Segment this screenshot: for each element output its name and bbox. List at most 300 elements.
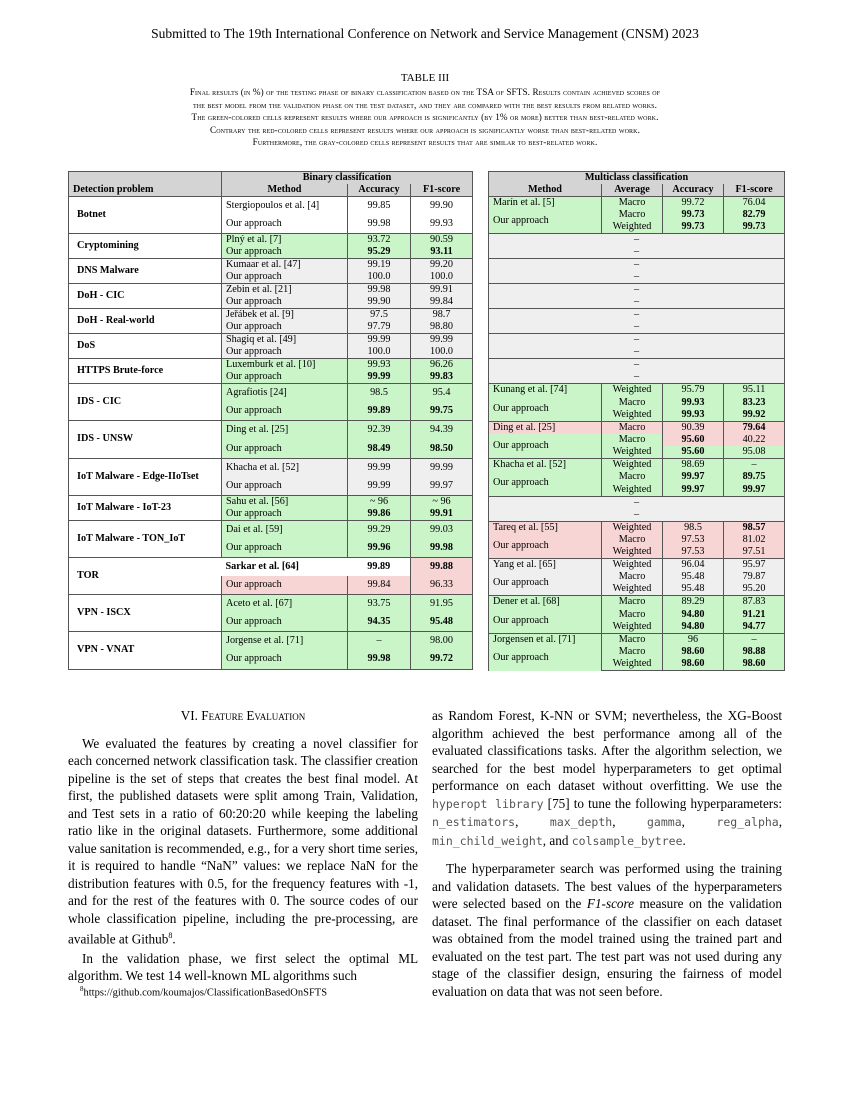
accuracy-cell: – xyxy=(348,632,411,651)
method-cell: Our approach xyxy=(489,396,602,421)
accuracy-cell: 95.48 xyxy=(663,583,724,596)
f1-cell: 99.97 xyxy=(724,484,785,497)
accuracy-cell: 99.98 xyxy=(348,284,411,297)
table-row xyxy=(489,246,785,259)
header-method: Method xyxy=(222,184,348,197)
average-cell: Macro xyxy=(602,209,663,221)
accuracy-cell: 99.99 xyxy=(348,477,411,496)
f1-cell: 89.75 xyxy=(724,471,785,483)
f1-cell: 91.21 xyxy=(724,608,785,620)
f1-cell: 99.98 xyxy=(411,539,473,558)
table-row xyxy=(489,396,785,408)
empty-cell: – xyxy=(489,334,785,347)
footnote-ref: 8 xyxy=(168,931,173,940)
detection-problem: VPN - VNAT xyxy=(69,632,222,669)
method-cell: Our approach xyxy=(222,613,348,632)
accuracy-cell: 98.60 xyxy=(663,646,724,658)
table-row xyxy=(489,471,785,483)
average-cell: Weighted xyxy=(602,558,663,571)
header-f1: F1-score xyxy=(724,184,785,197)
table-row xyxy=(489,346,785,359)
table-row xyxy=(69,197,473,216)
f1-cell: ~ 96 xyxy=(411,495,473,508)
table-row xyxy=(489,633,785,646)
f1-cell: 79.87 xyxy=(724,571,785,583)
header-f1: F1-score xyxy=(411,184,473,197)
method-cell: Sarkar et al. [64] xyxy=(222,557,348,576)
table-row xyxy=(69,284,473,297)
accuracy-cell: 98.69 xyxy=(663,459,724,472)
detection-problem: IoT Malware - IoT-23 xyxy=(69,495,222,520)
table-row xyxy=(69,595,473,614)
method-cell: Jeřábek et al. [9] xyxy=(222,309,348,322)
accuracy-cell: 99.89 xyxy=(348,402,411,421)
section-title: Feature Evaluation xyxy=(201,708,306,723)
accuracy-cell: 99.73 xyxy=(663,221,724,234)
method-cell: Marín et al. [5] xyxy=(489,197,602,210)
accuracy-cell: 95.60 xyxy=(663,446,724,459)
accuracy-cell: 98.5 xyxy=(663,521,724,534)
method-cell: Our approach xyxy=(222,246,348,259)
f1-cell: 94.77 xyxy=(724,621,785,634)
f1-cell: 90.59 xyxy=(411,234,473,247)
detection-problem: DoH - CIC xyxy=(69,284,222,309)
table-row xyxy=(489,359,785,372)
hyperparameter: gamma xyxy=(647,815,682,829)
table-row xyxy=(489,596,785,609)
f1-cell: 96.26 xyxy=(411,359,473,372)
table-row xyxy=(69,557,473,576)
detection-problem: TOR xyxy=(69,557,222,594)
f1-cell: 100.0 xyxy=(411,271,473,284)
detection-problem: IoT Malware - TON_IoT xyxy=(69,520,222,557)
table-row xyxy=(489,384,785,397)
caption-line: Contrary the red-colored cells represent results where our approach is significantly worse than best-related work. xyxy=(210,124,640,135)
average-cell: Weighted xyxy=(602,583,663,596)
empty-cell: – xyxy=(489,346,785,359)
table-row xyxy=(489,608,785,620)
empty-cell: – xyxy=(489,496,785,509)
method-cell: Shagiq et al. [49] xyxy=(222,334,348,347)
binary-title: Binary classification xyxy=(222,172,473,185)
table-row xyxy=(489,459,785,472)
table-row xyxy=(489,259,785,272)
footnote-link[interactable]: https://github.com/koumajos/ClassificationBasedOnSFTS xyxy=(83,987,328,999)
f1-cell: 98.88 xyxy=(724,646,785,658)
method-cell: Jorgensen et al. [71] xyxy=(489,633,602,646)
table-row xyxy=(489,496,785,509)
method-cell: Our approach xyxy=(222,650,348,669)
f1-cell: 95.4 xyxy=(411,384,473,403)
method-cell: Our approach xyxy=(222,508,348,521)
method-cell: Stergiopoulos et al. [4] xyxy=(222,197,348,216)
f1-cell: 99.93 xyxy=(411,215,473,234)
empty-cell: – xyxy=(489,234,785,247)
f1-cell: 100.0 xyxy=(411,346,473,359)
method-cell: Jorgense et al. [71] xyxy=(222,632,348,651)
table-row xyxy=(69,259,473,272)
average-cell: Macro xyxy=(602,633,663,646)
footnote-mark: 8 xyxy=(80,985,84,993)
table-row xyxy=(489,296,785,309)
accuracy-cell: 95.29 xyxy=(348,246,411,259)
f1-cell: 99.84 xyxy=(411,296,473,309)
table-row xyxy=(489,509,785,522)
accuracy-cell: 99.99 xyxy=(348,371,411,384)
f1-cell: 79.64 xyxy=(724,421,785,434)
accuracy-cell: 97.53 xyxy=(663,534,724,546)
empty-cell: – xyxy=(489,321,785,334)
page-header: Submitted to The 19th International Conference on Network and Service Management (CNSM) 2023 xyxy=(151,26,699,41)
f1-cell: 95.97 xyxy=(724,558,785,571)
method-cell: Our approach xyxy=(489,646,602,671)
average-cell: Macro xyxy=(602,571,663,583)
f1-cell: 99.73 xyxy=(724,221,785,234)
footnote xyxy=(80,985,327,999)
f1-cell: 98.80 xyxy=(411,321,473,334)
table-row xyxy=(69,421,473,440)
f1-cell: 99.91 xyxy=(411,508,473,521)
method-cell: Our approach xyxy=(222,346,348,359)
accuracy-cell: 99.98 xyxy=(348,215,411,234)
accuracy-cell: 99.89 xyxy=(348,557,411,576)
accuracy-cell: 99.19 xyxy=(348,259,411,272)
method-cell: Our approach xyxy=(222,539,348,558)
method-cell: Our approach xyxy=(222,576,348,595)
table-row xyxy=(489,421,785,434)
f1-cell: 99.03 xyxy=(411,520,473,539)
f1-cell: – xyxy=(724,459,785,472)
paragraph xyxy=(432,860,782,1000)
header-method: Method xyxy=(489,184,602,197)
table-row xyxy=(489,334,785,347)
method-cell: Our approach xyxy=(222,371,348,384)
paragraph: In the validation phase, we first select the optimal ML algorithm. We test 14 well-known ML algorithms such xyxy=(68,950,418,984)
table-row xyxy=(489,284,785,297)
table-row xyxy=(69,309,473,322)
f1-cell: 99.72 xyxy=(411,650,473,669)
average-cell: Weighted xyxy=(602,384,663,397)
accuracy-cell: 95.48 xyxy=(663,571,724,583)
table-row xyxy=(489,309,785,322)
header-blank xyxy=(69,172,222,185)
method-cell: Our approach xyxy=(222,271,348,284)
f1-cell: 82.79 xyxy=(724,209,785,221)
empty-cell: – xyxy=(489,309,785,322)
method-cell: Khacha et al. [52] xyxy=(222,458,348,477)
average-cell: Macro xyxy=(602,534,663,546)
f1-cell: 99.20 xyxy=(411,259,473,272)
caption-line: The green-colored cells represent results where our approach is significantly (by 1% or more) better than best-related work. xyxy=(191,112,659,122)
average-cell: Weighted xyxy=(602,484,663,497)
accuracy-cell: 95.79 xyxy=(663,384,724,397)
method-cell: Our approach xyxy=(222,321,348,334)
header-accuracy: Accuracy xyxy=(348,184,411,197)
method-cell: Our approach xyxy=(222,296,348,309)
method-cell: Yang et al. [65] xyxy=(489,558,602,571)
method-cell: Ding et al. [25] xyxy=(489,421,602,434)
accuracy-cell: 98.49 xyxy=(348,439,411,458)
paragraph-text: . xyxy=(172,931,176,947)
f1-cell: 76.04 xyxy=(724,197,785,210)
section-heading xyxy=(68,707,418,725)
f1-cell: 83.23 xyxy=(724,396,785,408)
average-cell: Weighted xyxy=(602,521,663,534)
paragraph-text: We evaluated the features by creating a novel classifier for each concerned network classification task. The classifier creation pipeline is the set of steps that creates the best final model. At first, the published datasets were split among Train, Validation, and Test sets in a ratio of 60:20:20 while keeping the labeling ratio like in the original datasets. Furthermore, some additional value sanitation is recommended, e.g., for a very short time series, it is required to handle “NaN” values: we replace NaN for the distribution features with 0.5, for the frequency features with -1, and for the rest of the features with 0. The source codes of our whole classification pipeline, including the pre-processing, are available at Github xyxy=(68,735,418,947)
table-row xyxy=(69,359,473,372)
f1-cell: 96.33 xyxy=(411,576,473,595)
average-cell: Weighted xyxy=(602,221,663,234)
average-cell: Macro xyxy=(602,471,663,483)
detection-problem: IDS - CIC xyxy=(69,384,222,421)
accuracy-cell: 99.96 xyxy=(348,539,411,558)
paragraph: as Random Forest, K-NN or SVM; nevertheless, the XG-Boost algorithm achieved the best performance among all of the evaluated classifications tasks. After the algorithm selection, we searched for the best model hyperparameters to get optimal performance on each dataset without overfitting. We use the hyperopt library [75] to tune the following hyperparameters: n_estimators, max_depth, gamma, reg_alpha, min_child_weight, and colsample_bytree. xyxy=(432,708,783,848)
f1-cell: 99.88 xyxy=(411,557,473,576)
library-name: hyperopt library xyxy=(432,796,544,811)
average-cell: Macro xyxy=(602,608,663,620)
empty-cell: – xyxy=(489,371,785,384)
table-row xyxy=(69,520,473,539)
detection-problem: HTTPS Brute-force xyxy=(69,359,222,384)
table-row xyxy=(69,458,473,477)
left-column xyxy=(68,707,418,985)
method-cell: Zebin et al. [21] xyxy=(222,284,348,297)
accuracy-cell: 95.60 xyxy=(663,434,724,446)
method-cell: Agrafiotis [24] xyxy=(222,384,348,403)
detection-problem: DoH - Real-world xyxy=(69,309,222,334)
paragraph-text: and xyxy=(549,832,569,848)
table-row xyxy=(69,334,473,347)
accuracy-cell: 90.39 xyxy=(663,421,724,434)
header-accuracy: Accuracy xyxy=(663,184,724,197)
method-cell: Our approach xyxy=(489,434,602,459)
detection-problem: DoS xyxy=(69,334,222,359)
table-row xyxy=(489,434,785,446)
hyperparameter: max_depth xyxy=(549,815,613,829)
empty-cell: – xyxy=(489,296,785,309)
f1-cell: 98.57 xyxy=(724,521,785,534)
table-row xyxy=(69,495,473,508)
f1-cell: 99.99 xyxy=(411,334,473,347)
accuracy-cell: 99.93 xyxy=(348,359,411,372)
method-cell: Our approach xyxy=(489,571,602,596)
table-row xyxy=(489,271,785,284)
f1-cell: 93.11 xyxy=(411,246,473,259)
accuracy-cell: 96.04 xyxy=(663,558,724,571)
accuracy-cell: 99.97 xyxy=(663,471,724,483)
method-cell: Kumaar et al. [47] xyxy=(222,259,348,272)
accuracy-cell: ~ 96 xyxy=(348,495,411,508)
detection-problem: VPN - ISCX xyxy=(69,595,222,632)
average-cell: Weighted xyxy=(602,459,663,472)
table-row xyxy=(489,534,785,546)
accuracy-cell: 99.86 xyxy=(348,508,411,521)
accuracy-cell: 92.39 xyxy=(348,421,411,440)
empty-cell: – xyxy=(489,284,785,297)
accuracy-cell: 97.53 xyxy=(663,546,724,559)
f1-cell: 94.39 xyxy=(411,421,473,440)
f1-cell: 99.92 xyxy=(724,409,785,422)
section-number: VI. xyxy=(180,708,198,723)
method-cell: Our approach xyxy=(489,209,602,234)
accuracy-cell: 99.72 xyxy=(663,197,724,210)
empty-cell: – xyxy=(489,509,785,522)
table-row xyxy=(489,321,785,334)
paragraph-text: The hyperparameter search was performed using the training and validation datasets. The best values of the hyperparameters were selected based on the xyxy=(432,861,782,911)
method-cell: Aceto et al. [67] xyxy=(222,595,348,614)
accuracy-cell: 99.97 xyxy=(663,484,724,497)
table-row xyxy=(489,521,785,534)
accuracy-cell: 98.5 xyxy=(348,384,411,403)
paragraph xyxy=(68,735,418,948)
accuracy-cell: 99.98 xyxy=(348,650,411,669)
table-row xyxy=(489,371,785,384)
f1-cell: 98.60 xyxy=(724,658,785,671)
method-cell: Our approach xyxy=(222,439,348,458)
average-cell: Weighted xyxy=(602,546,663,559)
table-row xyxy=(489,234,785,247)
f1-cell: 99.75 xyxy=(411,402,473,421)
accuracy-cell: 96 xyxy=(663,633,724,646)
f1-cell: 98.7 xyxy=(411,309,473,322)
accuracy-cell: 99.85 xyxy=(348,197,411,216)
method-cell: Our approach xyxy=(489,471,602,496)
average-cell: Weighted xyxy=(602,658,663,671)
method-cell: Luxemburk et al. [10] xyxy=(222,359,348,372)
average-cell: Weighted xyxy=(602,446,663,459)
multiclass-classification-table xyxy=(488,171,785,671)
accuracy-cell: 99.73 xyxy=(663,209,724,221)
average-cell: Macro xyxy=(602,434,663,446)
f1-cell: 40.22 xyxy=(724,434,785,446)
detection-problem: Botnet xyxy=(69,197,222,234)
detection-problem: IDS - UNSW xyxy=(69,421,222,458)
accuracy-cell: 97.5 xyxy=(348,309,411,322)
binary-classification-table xyxy=(68,171,473,670)
table-row xyxy=(69,384,473,403)
accuracy-cell: 99.99 xyxy=(348,458,411,477)
accuracy-cell: 98.60 xyxy=(663,658,724,671)
f1-cell: 99.83 xyxy=(411,371,473,384)
method-cell: Our approach xyxy=(222,477,348,496)
accuracy-cell: 97.79 xyxy=(348,321,411,334)
accuracy-cell: 93.72 xyxy=(348,234,411,247)
detection-problem: IoT Malware - Edge-IIoTset xyxy=(69,458,222,495)
f1-cell: 81.02 xyxy=(724,534,785,546)
table-row xyxy=(69,234,473,247)
caption-line: Final results (in %) of the testing phase of binary classification based on the TSA of SFTS. Results contain achieved scores of xyxy=(189,87,661,97)
f1-cell: 98.50 xyxy=(411,439,473,458)
caption-line: the best model from the validation phase on the test dataset, and they are compared with the best results from related works. xyxy=(193,99,657,110)
empty-cell: – xyxy=(489,259,785,272)
accuracy-cell: 94.35 xyxy=(348,613,411,632)
empty-cell: – xyxy=(489,359,785,372)
right-column xyxy=(432,707,782,1000)
average-cell: Weighted xyxy=(602,621,663,634)
table-row xyxy=(489,209,785,221)
f1-cell: 95.48 xyxy=(411,613,473,632)
average-cell: Macro xyxy=(602,197,663,210)
accuracy-cell: 94.80 xyxy=(663,608,724,620)
average-cell: Macro xyxy=(602,596,663,609)
average-cell: Macro xyxy=(602,421,663,434)
method-cell: Ding et al. [25] xyxy=(222,421,348,440)
method-cell: Dener et al. [68] xyxy=(489,596,602,609)
table-row xyxy=(489,197,785,210)
empty-cell: – xyxy=(489,246,785,259)
f1-cell: 99.90 xyxy=(411,197,473,216)
hyperparameter: reg_alpha xyxy=(716,815,779,829)
hyperparameter: n_estimators xyxy=(432,815,516,829)
method-cell: Plný et al. [7] xyxy=(222,234,348,247)
table-row xyxy=(489,571,785,583)
table-caption xyxy=(60,86,790,149)
paragraph-text: measure on the validation dataset. The final performance of the classifier on each dataset was obtained from the model trained using the trained part and evaluated on the test part. The test part was not used during any stage of the classifier design, ensuring the fairness of model evaluation on data that was not seen before. xyxy=(432,896,782,999)
method-cell: Sahu et al. [56] xyxy=(222,495,348,508)
average-cell: Weighted xyxy=(602,409,663,422)
table-row xyxy=(489,558,785,571)
multi-title: Multiclass classification xyxy=(489,172,785,185)
average-cell: Macro xyxy=(602,646,663,658)
f1-cell: 91.95 xyxy=(411,595,473,614)
method-cell: Tareq et al. [55] xyxy=(489,521,602,534)
detection-problem: DNS Malware xyxy=(69,259,222,284)
f1-cell: – xyxy=(724,633,785,646)
emphasis: F1-score xyxy=(586,896,635,911)
header-average: Average xyxy=(602,184,663,197)
f1-cell: 95.20 xyxy=(724,583,785,596)
f1-cell: 87.83 xyxy=(724,596,785,609)
f1-cell: 99.99 xyxy=(411,458,473,477)
accuracy-cell: 99.90 xyxy=(348,296,411,309)
f1-cell: 98.00 xyxy=(411,632,473,651)
method-cell: Our approach xyxy=(489,534,602,559)
paragraph-text: as Random Forest, K-NN or SVM; nevertheless, the XG-Boost algorithm achieved the best performance among all of the evaluated classifications tasks. After the algorithm selection, we searched for the best model hyperparameters to get optimal performance on each dataset without overfitting. We use the xyxy=(432,708,782,793)
header-problem: Detection problem xyxy=(69,184,222,197)
table-row xyxy=(69,632,473,651)
method-cell: Our approach xyxy=(222,215,348,234)
caption-line: Furthermore, the gray-colored cells represent results that are similar to best-related work. xyxy=(252,137,598,147)
accuracy-cell: 93.75 xyxy=(348,595,411,614)
accuracy-cell: 99.84 xyxy=(348,576,411,595)
accuracy-cell: 99.93 xyxy=(663,409,724,422)
accuracy-cell: 94.80 xyxy=(663,621,724,634)
accuracy-cell: 99.99 xyxy=(348,334,411,347)
hyperparameter: min_child_weight xyxy=(432,833,543,848)
average-cell: Macro xyxy=(602,396,663,408)
accuracy-cell: 100.0 xyxy=(348,271,411,284)
method-cell: Our approach xyxy=(222,402,348,421)
method-cell: Dai et al. [59] xyxy=(222,520,348,539)
detection-problem: Cryptomining xyxy=(69,234,222,259)
method-cell: Khacha et al. [52] xyxy=(489,459,602,472)
f1-cell: 95.11 xyxy=(724,384,785,397)
accuracy-cell: 100.0 xyxy=(348,346,411,359)
table-row xyxy=(489,646,785,658)
accuracy-cell: 89.29 xyxy=(663,596,724,609)
f1-cell: 99.91 xyxy=(411,284,473,297)
hyperparameter: colsample_bytree xyxy=(571,833,683,848)
table-number: TABLE III xyxy=(400,72,450,84)
accuracy-cell: 99.29 xyxy=(348,520,411,539)
accuracy-cell: 99.93 xyxy=(663,396,724,408)
method-cell: Our approach xyxy=(489,608,602,633)
f1-cell: 95.08 xyxy=(724,446,785,459)
empty-cell: – xyxy=(489,271,785,284)
f1-cell: 99.97 xyxy=(411,477,473,496)
f1-cell: 97.51 xyxy=(724,546,785,559)
method-cell: Kunang et al. [74] xyxy=(489,384,602,397)
